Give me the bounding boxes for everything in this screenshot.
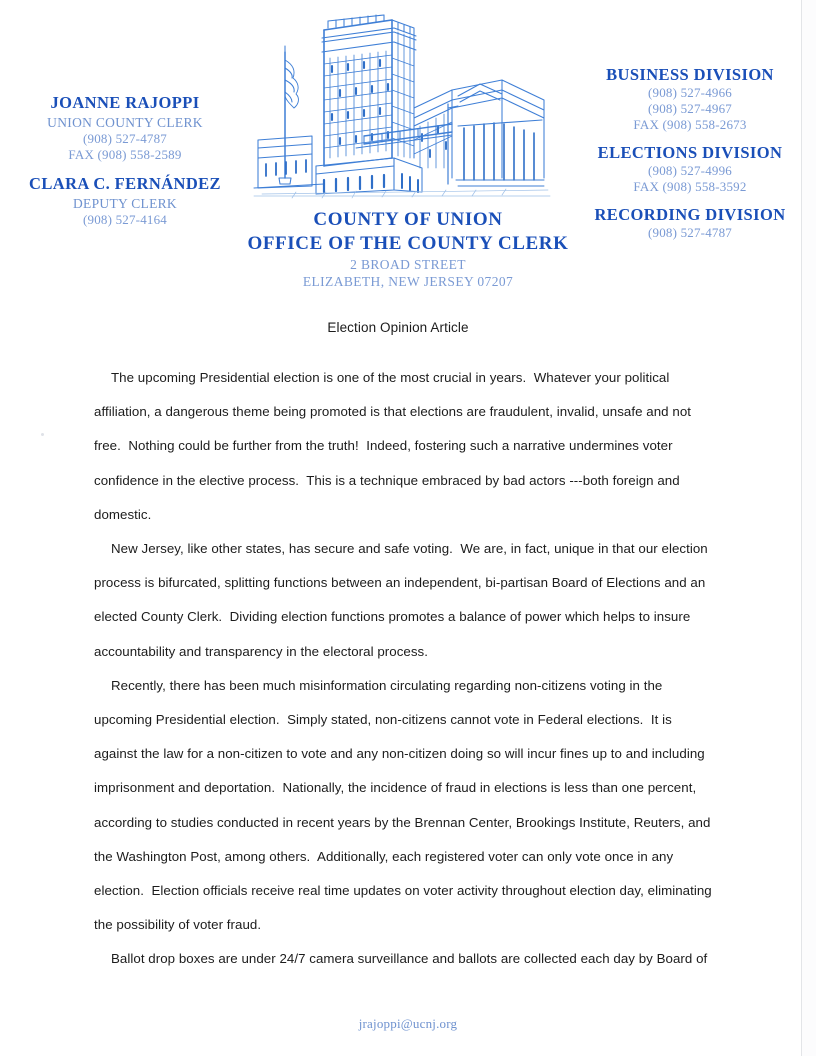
paragraph-text: Recently, there has been much misinformation circulating regarding non-citizens voting in the upcoming Presidential election. Simply stated, non-citizens cannot vote in Federal elections. It is against the law for a non-citizen to vote and any non-citizen doing so will incur fines up to and including imprisonment and deportation. Nationally, the incidence of fraud in elections is less than one percent, according to studies conducted in recent years by the Brennan Center, Brookings Institute, Reuters, and the Washington Post, among others. Additionally, each registered voter can only vote once in any election. Election officials receive real time updates on voter activity throughout election day, eliminating the possibility of voter fraud.: [94, 677, 716, 933]
paragraph-text: Ballot drop boxes are under 24/7 camera surveillance and ballots are collected each day by Board of: [111, 951, 708, 967]
paragraph: [94, 361, 714, 532]
county-clerk-title: UNION COUNTY CLERK: [47, 115, 203, 130]
spacer: [580, 195, 800, 205]
county-clerk-fax: FAX (908) 558-2589: [68, 147, 182, 162]
courthouse-building-illustration: [252, 8, 552, 208]
deputy-clerk-title: DEPUTY CLERK: [73, 196, 177, 211]
elections-division-fax: FAX (908) 558-3592: [633, 179, 747, 194]
business-division-phone-2: (908) 527-4967: [647, 101, 733, 116]
paragraph-text: New Jersey, like other states, has secure and safe voting. We are, in fact, unique in that our election process is bifurcated, splitting functions between an independent, bi-partisan Board of Elections and an elected County Clerk. Dividing election functions promotes a balance of power which helps to insure accountability and transparency in the electoral process.: [94, 541, 712, 659]
clerk-contact-block: [10, 93, 240, 228]
county-clerk-name: JOANNE RAJOPPI: [50, 93, 200, 112]
paragraph: [94, 942, 714, 976]
article-body: [94, 320, 714, 977]
deputy-clerk-phone: (908) 527-4164: [82, 212, 168, 227]
address-street: 2 BROAD STREET: [350, 256, 466, 272]
elections-division-phone: (908) 527-4996: [647, 163, 733, 178]
paragraph: [94, 532, 714, 669]
county-name: COUNTY OF UNION: [313, 209, 503, 230]
divisions-contact-block: [580, 65, 800, 241]
paragraph-text: The upcoming Presidential election is one of the most crucial in years. Whatever your political affiliation, a dangerous theme being promoted is that elections are fraudulent, invalid, unsafe and not free. Nothing could be further from the truth! Indeed, fostering such a narrative undermines voter confidence in the elective process. This is a technique embraced by bad actors ---both foreign and domestic.: [94, 370, 695, 522]
scan-artifact-speck: [41, 433, 44, 436]
article-title: Election Opinion Article: [327, 320, 469, 335]
letterhead: [0, 0, 816, 300]
recording-division-phone: (908) 527-4787: [647, 225, 733, 240]
paragraph: [94, 669, 714, 943]
elections-division-heading: ELECTIONS DIVISION: [597, 143, 783, 162]
business-division-heading: BUSINESS DIVISION: [606, 65, 774, 84]
business-division-phone-1: (908) 527-4966: [647, 85, 733, 100]
office-name: OFFICE OF THE COUNTY CLERK: [247, 232, 569, 254]
spacer: [580, 133, 800, 143]
spacer: [10, 163, 240, 174]
business-division-fax: FAX (908) 558-2673: [633, 117, 747, 132]
footer-email-address[interactable]: jrajoppi@ucnj.org: [358, 1016, 458, 1031]
recording-division-heading: RECORDING DIVISION: [594, 205, 786, 224]
address-city-state-zip: ELIZABETH, NEW JERSEY 07207: [302, 274, 514, 290]
county-clerk-phone: (908) 527-4787: [82, 131, 168, 146]
deputy-clerk-name: CLARA C. FERNÁNDEZ: [29, 174, 221, 193]
office-identity-block: [218, 208, 598, 291]
